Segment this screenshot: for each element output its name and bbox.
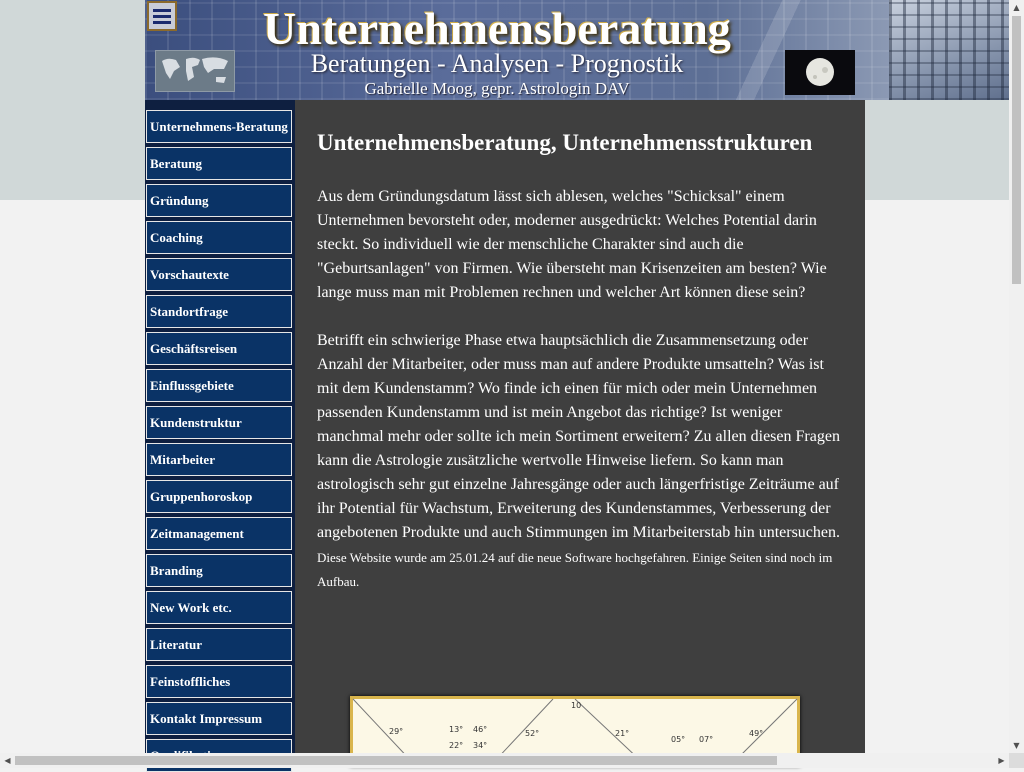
sidebar-item-geschaeftsreisen[interactable]: Geschäftsreisen: [146, 332, 292, 365]
update-note: Diese Website wurde am 25.01.24 auf die neue Software hochgefahren. Einige Seiten sind noch im Aufbau.: [317, 550, 833, 589]
sidebar-item-standortfrage[interactable]: Standortfrage: [146, 295, 292, 328]
scroll-left-icon[interactable]: ◀: [4, 756, 11, 765]
chart-label: 49°: [749, 729, 764, 738]
vertical-scrollbar[interactable]: [1009, 0, 1024, 753]
scrollbar-corner: [1009, 753, 1024, 768]
chart-label: 05°: [671, 735, 686, 744]
chart-label: 34°: [473, 741, 488, 750]
page-title: Unternehmensberatung, Unternehmensstrukturen: [317, 130, 813, 155]
vertical-scroll-thumb[interactable]: [1012, 16, 1021, 284]
sidebar-item-kontakt-impressum[interactable]: Kontakt Impressum: [146, 702, 292, 735]
sidebar-item-zeitmanagement[interactable]: Zeitmanagement: [146, 517, 292, 550]
site-title: Unternehmensberatung: [263, 3, 731, 54]
scroll-down-icon[interactable]: ▼: [1013, 741, 1020, 750]
chart-label: 21°: [615, 729, 630, 738]
chart-label: 10: [571, 701, 582, 710]
sidebar-item-vorschautexte[interactable]: Vorschautexte: [146, 258, 292, 291]
sidebar-item-feinstoffliches[interactable]: Feinstoffliches: [146, 665, 292, 698]
sidebar-item-mitarbeiter[interactable]: Mitarbeiter: [146, 443, 292, 476]
chart-label: 22°: [449, 741, 464, 750]
chart-label: 13°: [449, 725, 464, 734]
horizontal-scroll-thumb[interactable]: [15, 756, 777, 765]
site-subtitle: Beratungen - Analysen - Prognostik: [310, 49, 684, 78]
scroll-up-icon[interactable]: ▲: [1013, 3, 1020, 12]
scroll-right-icon[interactable]: ▶: [998, 756, 1005, 765]
sidebar-item-new-work[interactable]: New Work etc.: [146, 591, 292, 624]
building-image: [889, 0, 1009, 100]
sidebar-item-kundenstruktur[interactable]: Kundenstruktur: [146, 406, 292, 439]
sidebar-item-einflussgebiete[interactable]: Einflussgebiete: [146, 369, 292, 402]
sidebar-item-branding[interactable]: Branding: [146, 554, 292, 587]
sidebar-item-gruendung[interactable]: Gründung: [146, 184, 292, 217]
sidebar-nav: [145, 100, 295, 753]
horizontal-scrollbar[interactable]: [0, 753, 1009, 768]
sidebar-item-unternehmens-beratung[interactable]: Unternehmens-Beratung: [146, 110, 292, 143]
detail-paragraph: Betrifft ein schwierige Phase etwa hauptsächlich die Zusammensetzung oder Anzahl der Mitarbeiter, oder muss man auf andere Produkte umsatteln? Was ist mit dem Kundenstamm? Wo finde ich einen für mich oder mein Unternehmen passenden Kundenstamm und ist mein Angebot das richtige? Ist weniger manchmal mehr oder sollte ich mein Sortiment erweitern? Zu allen diesen Fragen kann die Astrologie zusätzliche wertvolle Hinweise liefern. So kann man astrologisch sehr gut einzelne Jahresgänge oder auch längerfristige Zeiträume auf ihr Potential für Wachstum, Erweiterung des Kundenstammes, Verbesserung der angebotenen Produkte und auch Stimmungen im Mitarbeiterstab hin untersuchen.: [317, 332, 840, 541]
main-content: [295, 100, 865, 753]
sidebar-item-beratung[interactable]: Beratung: [146, 147, 292, 180]
sidebar-item-gruppenhoroskop[interactable]: Gruppenhoroskop: [146, 480, 292, 513]
site-header: [145, 0, 1009, 100]
sidebar-item-literatur[interactable]: Literatur: [146, 628, 292, 661]
site-author: Gabrielle Moog, gepr. Astrologin DAV: [364, 79, 630, 98]
intro-paragraph: Aus dem Gründungsdatum lässt sich ablesen, welches "Schicksal" einem Unternehmen bevorsteht oder, moderner ausgedrückt: Welches Potential darin steckt. So individuell wie der menschliche Charakter sind auch die "Geburtsanlagen" von Firmen. Wie übersteht man Krisenzeiten am besten? Wie lange muss man mit Problemen rechnen und welcher Art können diese sein?: [317, 188, 827, 301]
chart-label: 52°: [525, 729, 540, 738]
chart-label: 46°: [473, 725, 488, 734]
chart-label: 29°: [389, 727, 404, 736]
sidebar-item-coaching[interactable]: Coaching: [146, 221, 292, 254]
chart-label: 07°: [699, 735, 714, 744]
